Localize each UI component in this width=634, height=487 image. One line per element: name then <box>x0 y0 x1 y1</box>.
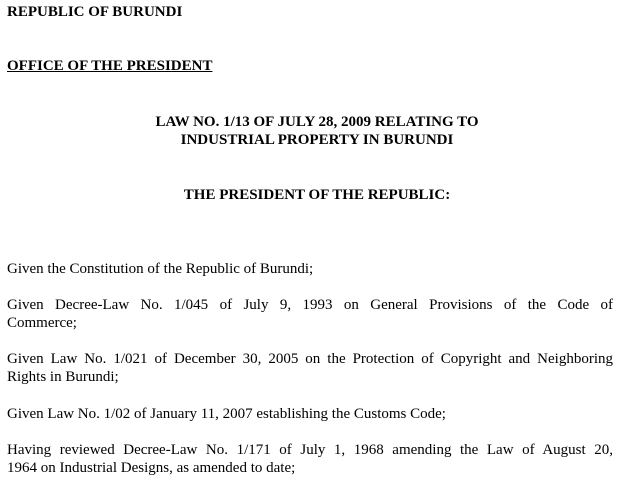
preamble-line: Given Decree-Law No. 1/045 of July 9, 1993 on General Provisions of the Code of <box>7 297 613 313</box>
preamble-paragraph-customs-code <box>7 405 613 423</box>
preamble-line: Given Law No. 1/021 of December 30, 2005 on the Protection of Copyright and Neighboring <box>7 351 613 367</box>
preamble-line: Commerce; <box>7 315 77 331</box>
preamble-line: Having reviewed Decree-Law No. 1/171 of July 1, 1968 amending the Law of August 20, <box>7 442 613 458</box>
preamble-paragraph-commerce-code <box>7 296 613 332</box>
law-title-line-1: LAW NO. 1/13 OF JULY 28, 2009 RELATING TO <box>155 114 479 130</box>
law-title-line-2: INDUSTRIAL PROPERTY IN BURUNDI <box>180 132 454 148</box>
preamble-line: Rights in Burundi; <box>7 369 119 385</box>
president-heading: THE PRESIDENT OF THE REPUBLIC: <box>183 187 451 203</box>
preamble-paragraph-industrial-designs <box>7 441 613 477</box>
preamble-line: Given Law No. 1/02 of January 11, 2007 establishing the Customs Code; <box>7 406 446 422</box>
preamble-paragraph-constitution <box>7 260 613 278</box>
country-heading: REPUBLIC OF BURUNDI <box>7 4 183 20</box>
preamble-paragraph-copyright <box>7 350 613 386</box>
office-heading: OFFICE OF THE PRESIDENT <box>7 58 213 74</box>
preamble-line: 1964 on Industrial Designs, as amended to date; <box>7 460 296 476</box>
preamble-line: Given the Constitution of the Republic of Burundi; <box>7 261 314 277</box>
